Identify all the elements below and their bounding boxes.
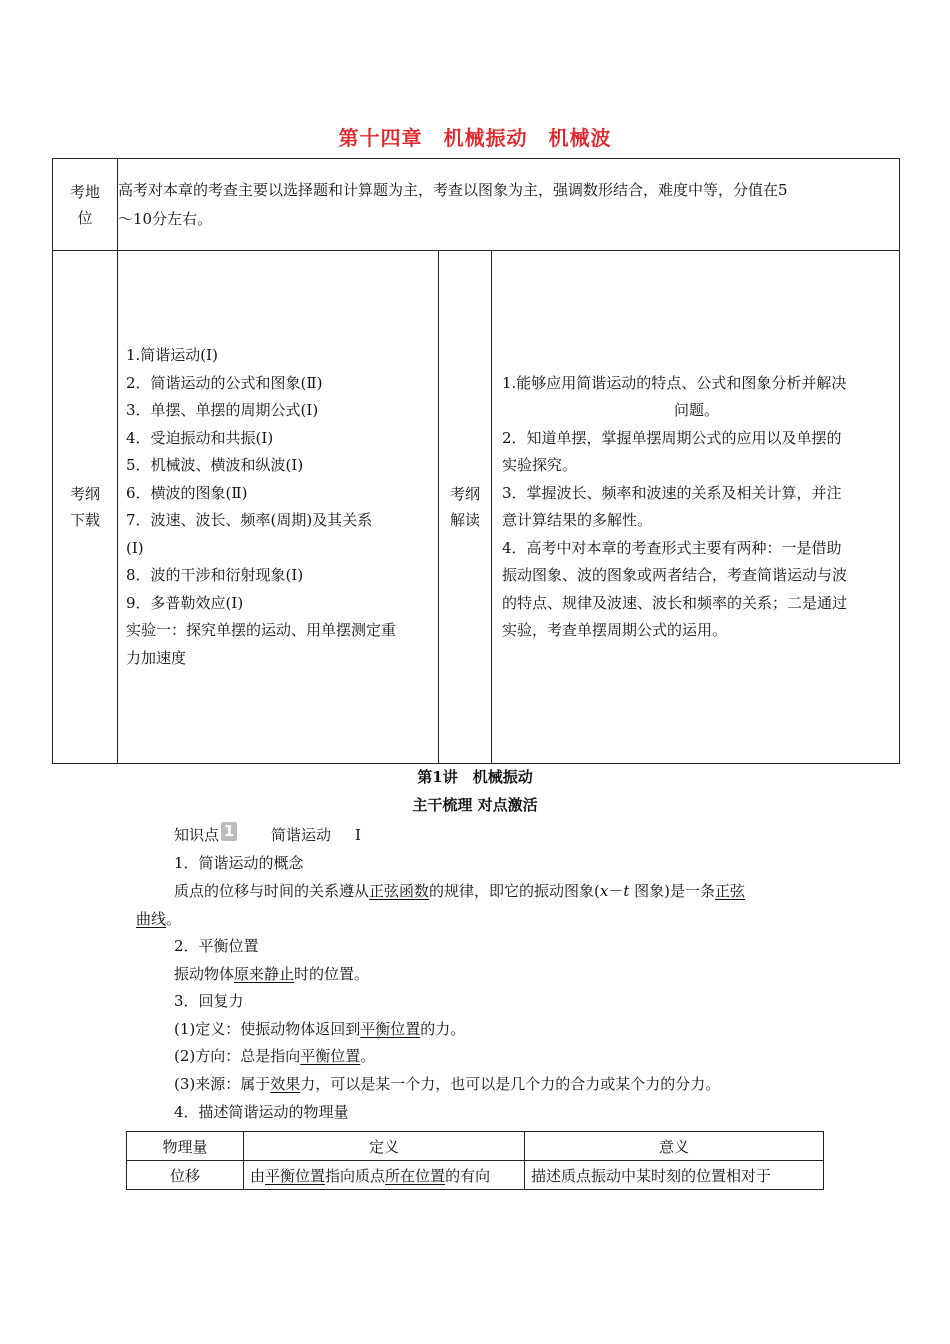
heading-4-text: 4．描述简谐运动的物理量 — [174, 1103, 349, 1121]
interp-line: 振动图象、波的图象或两者结合，考查简谐运动与波 — [502, 566, 848, 584]
knowledge-point-heading — [136, 822, 826, 850]
interp-list — [492, 370, 899, 645]
interp-line: 实验探究。 — [502, 456, 578, 474]
interp-line: 的特点、规律及波速、波长和频率的关系；二是通过 — [502, 593, 848, 612]
interp-line: 意计算结果的多解性。 — [502, 511, 653, 529]
heading-3-text: 3．回复力 — [174, 992, 244, 1010]
heading-1 — [136, 850, 826, 878]
outline-item: 2．简谐运动的公式和图象(Ⅱ) — [126, 373, 323, 392]
def-text-a: 由 — [250, 1166, 266, 1185]
quantity-definition-cell — [244, 1161, 525, 1190]
interp-line: 3．掌握波长、频率和波速的关系及相关计算，并注 — [502, 483, 842, 502]
p1-answer-2b: 曲线 — [136, 909, 167, 928]
status-text-line-2: ～10分左右。 — [118, 209, 213, 228]
p5-text-a: (3)来源：属于 — [174, 1075, 271, 1093]
exam-status-cell — [118, 159, 900, 251]
outline-item: 6．横波的图象(Ⅱ) — [126, 483, 248, 502]
def-answer-1: 平衡位置 — [265, 1166, 326, 1185]
interp-label-line-2: 解读 — [449, 511, 480, 529]
def-answer-2: 所在位置 — [385, 1166, 446, 1185]
status-label-line-1: 考地 — [69, 182, 100, 201]
quantity-meaning-cell: 描述质点振动中某时刻的位置相对于 — [525, 1161, 824, 1190]
outline-item: 4．受迫振动和共振(Ⅰ) — [126, 428, 274, 447]
p3-text-b: 的力。 — [420, 1020, 466, 1038]
paragraph-4 — [136, 1043, 826, 1071]
outline-list-cell — [118, 251, 439, 764]
heading-3 — [136, 988, 826, 1016]
outline-list — [118, 342, 438, 672]
interp-label-line-1: 考纲 — [449, 485, 480, 503]
p1-answer-1: 正弦函数 — [369, 882, 430, 900]
p2-answer: 原来静止 — [234, 965, 295, 983]
table-header-cell: 物理量 — [127, 1132, 244, 1161]
p3-text-a: (1)定义：使振动物体返回到 — [174, 1020, 361, 1038]
heading-2-text: 2．平衡位置 — [174, 937, 259, 955]
chapter-overview-table — [52, 158, 900, 764]
heading-2 — [136, 933, 826, 961]
table-header-row — [127, 1132, 824, 1161]
p5-answer: 效果 — [270, 1075, 301, 1093]
outline-item: 5．机械波、横波和纵波(Ⅰ) — [126, 456, 304, 474]
status-text-line-1: 高考对本章的考查主要以选择题和计算题为主，考查以图象为主，强调数形结合，难度中等，分值在5 — [118, 180, 788, 199]
outline-label-line-1: 考纲 — [69, 485, 100, 503]
outline-item: 7．波速、波长、频率(周期)及其关系 — [126, 511, 373, 529]
p1-text-b: 的规律，即它的振动图象( — [429, 882, 600, 900]
outline-item: 3．单摆、单摆的周期公式(Ⅰ) — [126, 401, 319, 419]
quantity-name-cell: 位移 — [127, 1161, 244, 1190]
outline-item: (Ⅰ) — [126, 538, 144, 557]
lecture-title: 第1讲 机械振动 — [417, 768, 533, 786]
p1-text-c: － — [608, 882, 624, 900]
heading-1-text: 1．简谐运动的概念 — [174, 854, 304, 872]
interp-line: 4．高考中对本章的考查形式主要有两种：一是借助 — [502, 538, 842, 557]
p1-var-t: t — [623, 882, 630, 900]
def-text-c: 的有向 — [445, 1166, 491, 1185]
p5-text-b: 力，可以是某一个力，也可以是几个力的合力或某个力的分力。 — [300, 1075, 721, 1093]
paragraph-3 — [136, 1016, 826, 1044]
interp-line: 2．知道单摆，掌握单摆周期公式的应用以及单摆的 — [502, 428, 842, 447]
heading-4 — [136, 1099, 826, 1127]
def-text-b: 指向质点 — [325, 1166, 386, 1185]
p4-text-b: 。 — [360, 1047, 376, 1065]
table-row — [127, 1161, 824, 1190]
p4-text-a: (2)方向：总是指向 — [174, 1047, 301, 1065]
table-header-cell: 意义 — [525, 1132, 824, 1161]
p4-answer: 平衡位置 — [300, 1047, 361, 1065]
paragraph-1 — [136, 878, 826, 933]
p1-text-e: 。 — [166, 909, 182, 928]
p2-text-b: 时的位置。 — [294, 965, 370, 983]
paragraph-2 — [136, 961, 826, 989]
p2-text-a: 振动物体 — [174, 965, 235, 983]
section-title: 主干梳理 对点激活 — [412, 796, 538, 814]
outline-item: 1.简谐运动(Ⅰ) — [126, 346, 218, 364]
interp-list-cell — [492, 251, 900, 764]
status-label-line-2: 位 — [77, 208, 93, 227]
knowledge-point-prefix: 知识点 — [174, 826, 220, 844]
outline-item: 力加速度 — [126, 648, 187, 667]
outline-label-cell — [53, 251, 118, 764]
p3-answer: 平衡位置 — [360, 1020, 421, 1038]
knowledge-point-title: 简谐运动 — [271, 826, 332, 844]
knowledge-point-number-badge: 1 — [221, 822, 237, 841]
interp-label-cell — [439, 251, 492, 764]
p1-text-d: 图象)是一条 — [629, 882, 716, 900]
knowledge-point-level: Ⅰ — [355, 826, 361, 844]
outline-label-line-2: 下载 — [69, 511, 100, 529]
outline-item: 实验一：探究单摆的运动、用单摆测定重 — [126, 621, 397, 639]
outline-item: 8．波的干涉和衍射现象(Ⅰ) — [126, 566, 304, 584]
status-label-cell — [53, 159, 118, 251]
paragraph-5 — [136, 1071, 826, 1099]
chapter-title: 第十四章 机械振动 机械波 — [338, 126, 612, 150]
interp-line: 实验，考查单摆周期公式的运用。 — [502, 621, 728, 639]
quantity-table — [126, 1131, 824, 1190]
p1-var-x: x — [599, 882, 609, 900]
outline-item: 9．多普勒效应(Ⅰ) — [126, 593, 244, 612]
p1-answer-2a: 正弦 — [715, 882, 746, 900]
interp-line: 1.能够应用简谐运动的特点、公式和图象分析并解决 — [502, 373, 847, 392]
table-header-cell: 定义 — [244, 1132, 525, 1161]
p1-text-a: 质点的位移与时间的关系遵从 — [174, 882, 370, 900]
interp-line: 问题。 — [673, 401, 719, 419]
